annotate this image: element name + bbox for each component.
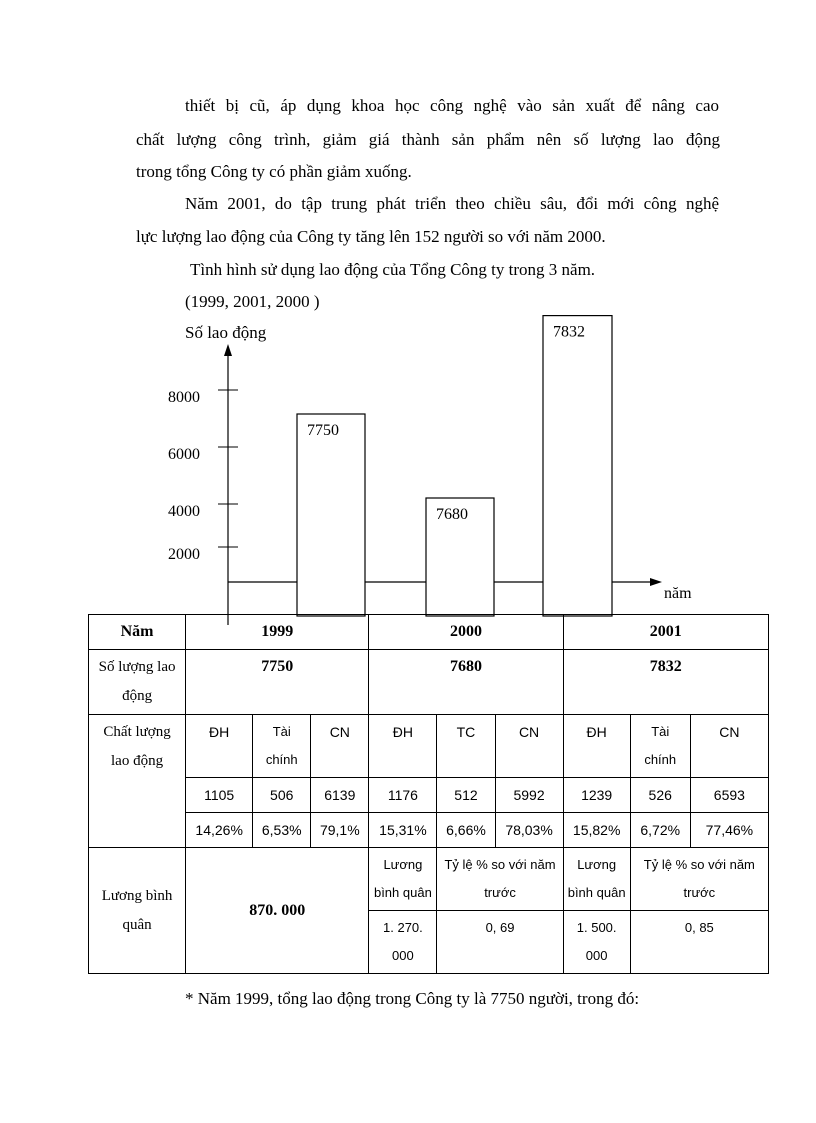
bar-1999 [297,414,365,616]
quantity-1999: 7750 [186,650,369,715]
chart-years: (1999, 2001, 2000 ) [185,292,320,311]
paragraph-1-line-3: trong tổng Công ty có phần giảm xuống. [136,162,412,181]
y-axis-title: Số lao động [185,323,267,342]
chart-caption: Tình hình sử dụng lao động của Tổng Công ty trong 3 năm. [190,260,596,279]
year-2001-header: 2001 [563,615,768,650]
x-axis-arrow [650,578,662,586]
count-cell: 526 [630,778,690,813]
cat-2000-dh: ĐH [369,715,437,778]
paragraph-1-line-1: thiết bị cũ, áp dụng khoa học công nghệ vào sản xuất để nâng cao [185,96,719,115]
count-cell: 6139 [311,778,369,813]
paragraph-2-line-1: Năm 2001, do tập trung phát triển theo chiều sâu, đổi mới công nghệ [185,194,719,213]
bar-2001 [543,316,612,616]
percent-cell: 6,66% [437,813,495,848]
cat-2001-dh: ĐH [563,715,630,778]
cat-2001-tc: Tài chính [630,715,690,778]
quantity-2000: 7680 [369,650,563,715]
count-cell: 1239 [563,778,630,813]
percent-cell: 77,46% [690,813,768,848]
table-row [89,813,769,848]
cat-1999-tc: Tài chính [253,715,311,778]
percent-cell: 6,53% [253,813,311,848]
count-cell: 6593 [690,778,768,813]
avg-2000: 1. 270. 000 [369,911,437,974]
avg-label-2001: Lương bình quân [563,848,630,911]
avg-2001: 1. 500. 000 [563,911,630,974]
count-cell: 506 [253,778,311,813]
ratio-2001: 0, 85 [630,911,768,974]
avg-label-2000: Lương bình quân [369,848,437,911]
quantity-2001: 7832 [563,650,768,715]
year-2000-header: 2000 [369,615,563,650]
cat-2000-cn: CN [495,715,563,778]
percent-cell: 78,03% [495,813,563,848]
quality-label: Chất lượng lao động [89,715,186,848]
ratio-2000: 0, 69 [437,911,563,974]
count-cell: 5992 [495,778,563,813]
x-axis-title: năm [664,585,692,602]
ratio-label-2000: Tỷ lệ % so với năm trước [437,848,563,911]
table-row [89,848,769,911]
quantity-label: Số lượng lao động [89,650,186,715]
bar-label-2000: 7680 [436,506,468,523]
ratio-label-2001: Tỷ lệ % so với năm trước [630,848,768,911]
y-tick-label-2000: 2000 [168,546,200,563]
percent-cell: 79,1% [311,813,369,848]
percent-cell: 6,72% [630,813,690,848]
percent-cell: 15,82% [563,813,630,848]
y-tick-label-6000: 6000 [168,446,200,463]
cat-2001-cn: CN [690,715,768,778]
table-row [89,615,769,650]
bar-label-1999: 7750 [307,422,339,439]
cat-2000-tc: TC [437,715,495,778]
table-row [89,715,769,778]
table-row [89,650,769,715]
footer-note: * Năm 1999, tổng lao động trong Công ty là 7750 người, trong đó: [185,989,640,1008]
percent-cell: 15,31% [369,813,437,848]
y-axis-arrow [224,344,232,356]
cat-1999-cn: CN [311,715,369,778]
count-cell: 512 [437,778,495,813]
salary-label: Lương bình quân [89,848,186,974]
y-tick-label-4000: 4000 [168,503,200,520]
table-row [89,778,769,813]
labor-table [88,614,769,974]
year-1999-header: 1999 [186,615,369,650]
count-cell: 1105 [186,778,253,813]
salary-1999: 870. 000 [186,848,369,974]
y-tick-label-8000: 8000 [168,389,200,406]
year-header-label: Năm [89,615,186,650]
percent-cell: 14,26% [186,813,253,848]
cat-1999-dh: ĐH [186,715,253,778]
paragraph-1-line-2: chất lượng công trình, giảm giá thành sản phẩm nên số lượng lao động [136,130,720,149]
bar-label-2001: 7832 [553,323,585,341]
paragraph-2-line-2: lực lượng lao động của Công ty tăng lên 152 người so với năm 2000. [136,227,606,246]
count-cell: 1176 [369,778,437,813]
